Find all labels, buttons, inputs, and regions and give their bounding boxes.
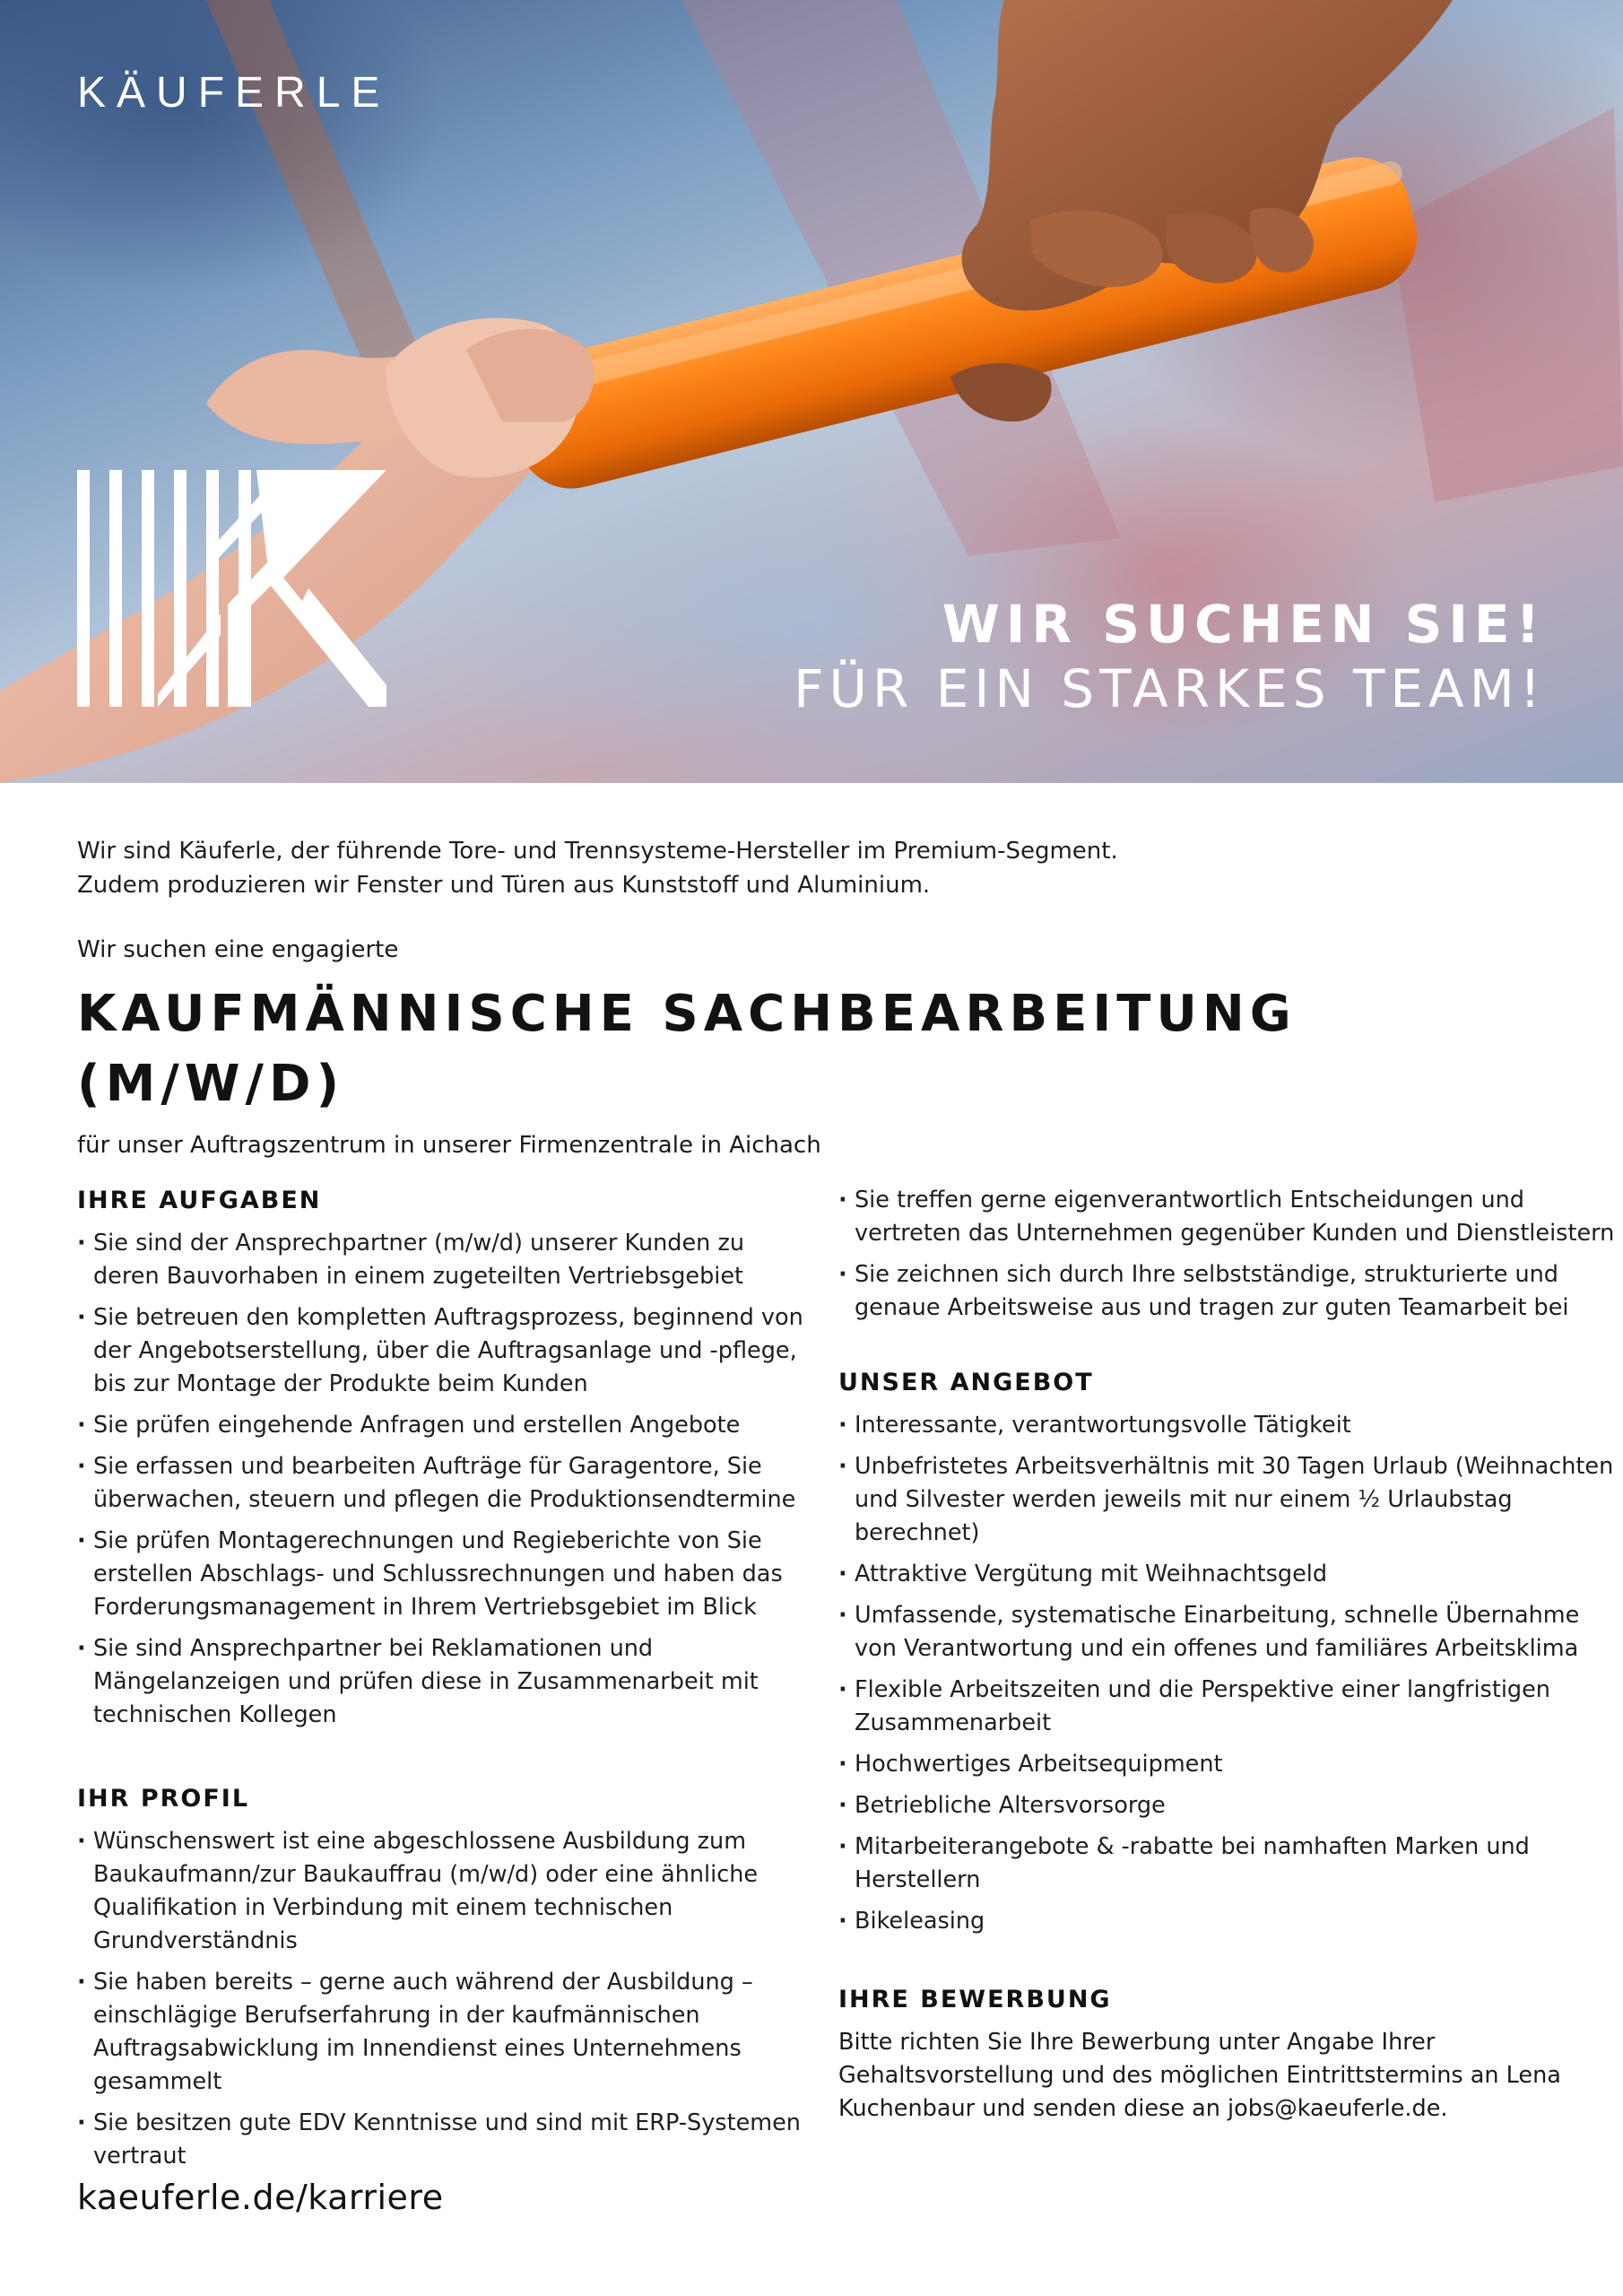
intro-line-1: Wir sind Käuferle, der führende Tore- und Trennsysteme-Hersteller im Premium-Segment. xyxy=(77,838,1118,865)
headline-line-2: FÜR EIN STARKES TEAM! xyxy=(794,658,1546,719)
list-item: · Umfassende, systematische Einarbeitung, schnelle Übernahme von Verantwortung und ein offenes und familiäres Arbeitsklima xyxy=(838,1599,1623,1665)
lead-text: Wir suchen eine engagierte xyxy=(77,936,399,963)
profil-continued-list xyxy=(838,1184,1623,1325)
list-item: · Mitarbeiterangebote & -rabatte bei namhaften Marken und Herstellern xyxy=(838,1831,1623,1897)
section-heading: UNSER ANGEBOT xyxy=(838,1369,1094,1396)
section-profil xyxy=(77,1782,812,2173)
list-item: · Betriebliche Altersvorsorge xyxy=(838,1789,1623,1822)
list-item: · Bikeleasing xyxy=(838,1905,1623,1938)
section-heading: IHRE AUFGABEN xyxy=(77,1187,322,1214)
right-column xyxy=(838,1184,1623,2156)
list-item: · Unbefristetes Arbeitsverhältnis mit 30 Tagen Urlaub (Weihnachten und Silvester werden jeweils mit nur einem ½ Urlaubstag berechnet) xyxy=(838,1450,1623,1550)
section-aufgaben xyxy=(77,1184,812,1732)
job-location: für unser Auftragszentrum in unserer Firmenzentrale in Aichach xyxy=(77,1132,821,1159)
job-title-line-2: (M/W/D) xyxy=(77,1055,345,1113)
list-item: · Attraktive Vergütung mit Weihnachtsgeld xyxy=(838,1558,1623,1591)
list-item: · Wünschenswert ist eine abgeschlossene Ausbildung zum Baukaufmann/zur Baukauffrau (m/w/d) oder eine ähnliche Qualifikation in Verbindung mit einem technischen Grundverständnis xyxy=(77,1825,812,1958)
profil-list xyxy=(77,1825,812,2173)
list-item: · Sie prüfen eingehende Anfragen und erstellen Angebote xyxy=(77,1409,812,1442)
list-item: · Interessante, verantwortungsvolle Tätigkeit xyxy=(838,1409,1623,1442)
list-item: · Sie prüfen Montagerechnungen und Regieberichte von Sie erstellen Abschlags- und Schlussrechnungen und haben das Forderungsmanagement in Ihrem Vertriebsgebiet im Blick xyxy=(77,1525,812,1624)
list-item: · Sie sind der Ansprechpartner (m/w/d) unserer Kunden zu deren Bauvorhaben in einem zugeteilten Vertriebsgebiet xyxy=(77,1227,812,1293)
company-intro xyxy=(77,834,1548,902)
list-item: · Flexible Arbeitszeiten und die Perspektive einer langfristigen Zusammenarbeit xyxy=(838,1674,1623,1740)
angebot-list xyxy=(838,1409,1623,1938)
list-item: · Sie treffen gerne eigenverantwortlich Entscheidungen und vertreten das Unternehmen gegenüber Kunden und Dienstleistern xyxy=(838,1184,1623,1250)
list-item: · Sie haben bereits – gerne auch während der Ausbildung – einschlägige Berufserfahrung in der kaufmännischen Auftragsabwicklung im Innendienst eines Unternehmens gesammelt xyxy=(77,1966,812,2099)
list-item: · Hochwertiges Arbeitsequipment xyxy=(838,1748,1623,1781)
list-item: · Sie erfassen und bearbeiten Aufträge für Garagentore, Sie überwachen, steuern und pflegen die Produktionsendtermine xyxy=(77,1450,812,1517)
career-website-link[interactable]: kaeuferle.de/karriere xyxy=(77,2178,444,2217)
hero-headline xyxy=(794,592,1546,721)
job-title-line-1: KAUFMÄNNISCHE SACHBEARBEITUNG xyxy=(77,985,1297,1043)
section-heading: IHR PROFIL xyxy=(77,1785,250,1813)
intro-line-2: Zudem produzieren wir Fenster und Türen aus Kunststoff und Aluminium. xyxy=(77,872,931,899)
job-posting-content xyxy=(77,834,1615,2170)
kk-monogram-logo xyxy=(77,470,391,712)
headline-line-1: WIR SUCHEN SIE! xyxy=(942,594,1546,655)
job-title xyxy=(77,979,1548,1119)
list-item: · Sie sind Ansprechpartner bei Reklamationen und Mängelanzeigen und prüfen diese in Zusammenarbeit mit technischen Kollegen xyxy=(77,1632,812,1732)
section-heading: IHRE BEWERBUNG xyxy=(838,1986,1112,2013)
section-angebot xyxy=(838,1366,1623,1938)
brand-logo: KÄUFERLE xyxy=(77,69,391,117)
list-item: · Sie betreuen den kompletten Auftragsprozess, beginnend von der Angebotserstellung, über die Auftragsanlage und -pflege, bis zur Montage der Produkte beim Kunden xyxy=(77,1301,812,1401)
left-column xyxy=(77,1184,812,2204)
section-bewerbung xyxy=(838,1983,1623,2126)
aufgaben-list xyxy=(77,1227,812,1732)
bewerbung-text: Bitte richten Sie Ihre Bewerbung unter Angabe Ihrer Gehaltsvorstellung und des möglichen Eintrittstermins an Lena Kuchenbaur und senden diese an jobs@kaeuferle.de. xyxy=(838,2029,1561,2122)
list-item: · Sie zeichnen sich durch Ihre selbstständige, strukturierte und genaue Arbeitsweise aus und tragen zur guten Teamarbeit bei xyxy=(838,1258,1623,1325)
section-profil-continued xyxy=(838,1184,1623,1325)
list-item: · Sie besitzen gute EDV Kenntnisse und sind mit ERP-Systemen vertraut xyxy=(77,2107,812,2173)
hero-banner xyxy=(0,0,1623,783)
